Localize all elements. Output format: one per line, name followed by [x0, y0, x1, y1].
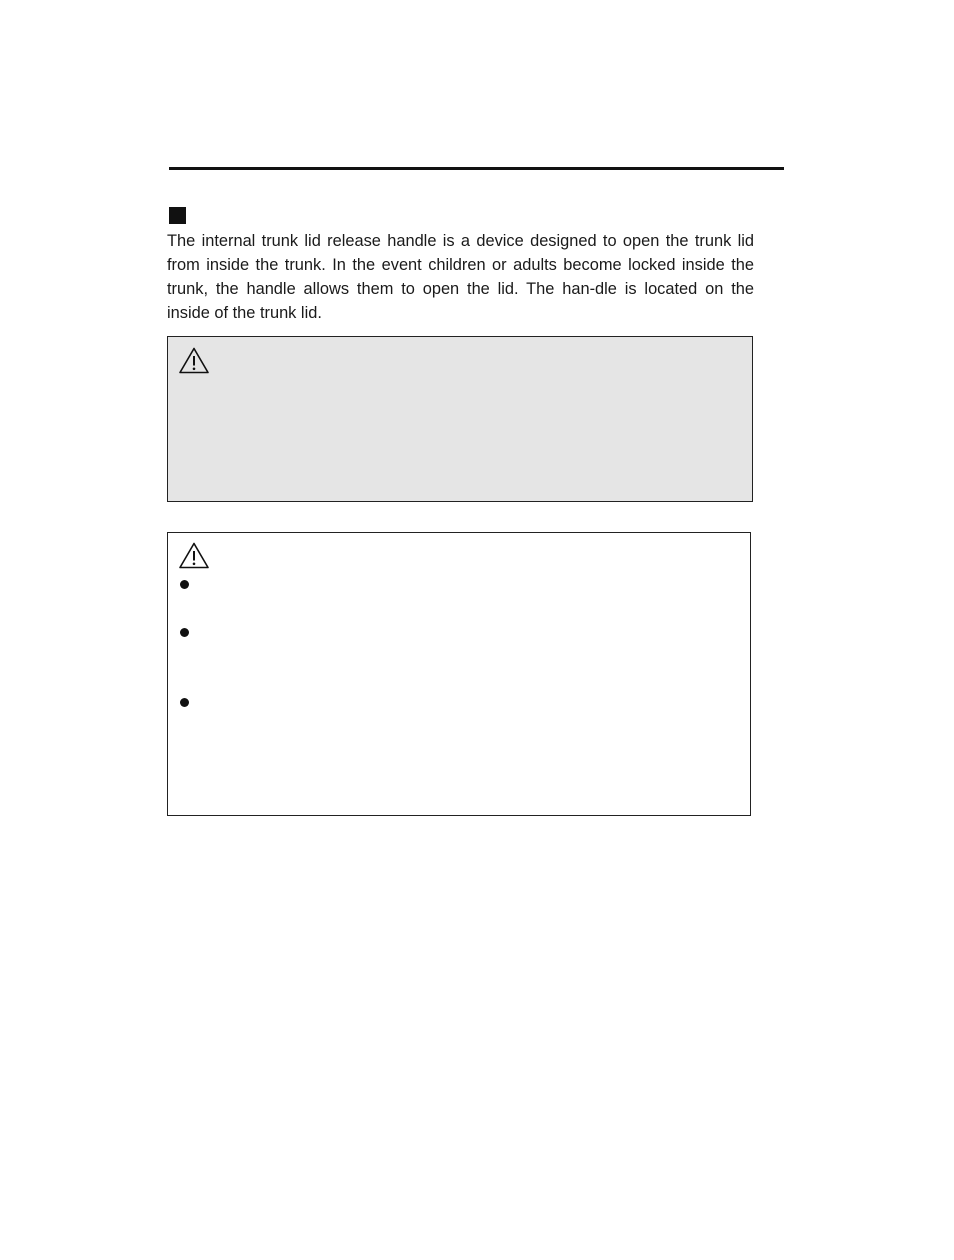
body-paragraph: The internal trunk lid release handle is a device designed to open the trunk lid from inside the trunk. In the event children or adults become locked inside the trunk, the handle allows them to open the lid. The han-dle is located on the inside of the trunk lid.: [167, 232, 754, 322]
header-rule: [169, 167, 784, 170]
bullet-dot-icon: [180, 698, 189, 707]
bullet-dot-icon: [180, 628, 189, 637]
warning-triangle-icon: [178, 541, 210, 570]
caution-box: [167, 532, 751, 816]
warning-box: [167, 336, 753, 502]
warning-triangle-icon: [178, 346, 210, 375]
bullet-dot-icon: [180, 580, 189, 589]
black-square-icon: [169, 207, 186, 224]
